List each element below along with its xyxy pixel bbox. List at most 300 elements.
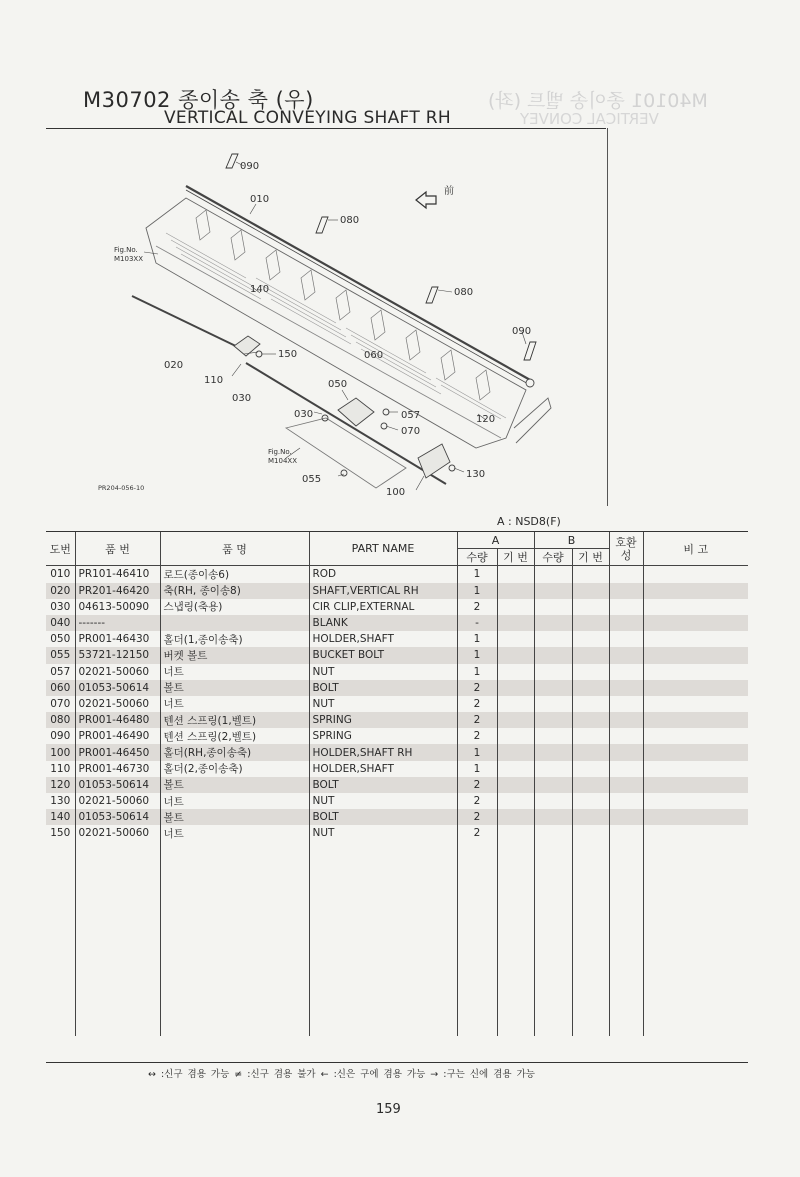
empty-cell — [160, 1003, 309, 1019]
empty-cell — [497, 874, 534, 890]
callout-050: 050 — [328, 379, 348, 390]
empty-row — [46, 890, 748, 906]
row-qty-b — [534, 680, 572, 696]
empty-cell — [46, 1020, 75, 1036]
row-base-b — [572, 728, 609, 744]
empty-cell — [309, 842, 457, 858]
empty-cell — [643, 1020, 748, 1036]
table-row — [46, 583, 748, 599]
callout-030-b: 030 — [294, 409, 314, 420]
spring-080-top — [316, 217, 328, 233]
row-name-korean: 너트 — [160, 793, 309, 809]
row-base-b — [572, 793, 609, 809]
empty-row — [46, 858, 748, 874]
empty-cell — [160, 971, 309, 987]
col-base-a: 기 번 — [497, 549, 534, 566]
row-name-korean — [160, 615, 309, 631]
row-qty-b — [534, 809, 572, 825]
parts-table — [46, 531, 748, 1036]
belt-hatching — [166, 233, 506, 419]
row-index: 080 — [46, 712, 75, 728]
empty-cell — [160, 987, 309, 1003]
empty-cell — [609, 1020, 643, 1036]
row-qty-a: 1 — [457, 583, 497, 599]
empty-cell — [309, 955, 457, 971]
row-qty-a: 1 — [457, 761, 497, 777]
row-base-a — [497, 728, 534, 744]
empty-cell — [497, 906, 534, 922]
row-name-korean: 볼트 — [160, 777, 309, 793]
empty-cell — [534, 923, 572, 939]
page-number: 159 — [376, 1102, 401, 1117]
row-base-a — [497, 825, 534, 841]
empty-cell — [497, 1020, 534, 1036]
empty-cell — [534, 1003, 572, 1019]
row-base-a — [497, 647, 534, 663]
empty-cell — [75, 1020, 160, 1036]
row-qty-a: 2 — [457, 696, 497, 712]
col-qty-b: 수량 — [534, 549, 572, 566]
empty-cell — [160, 890, 309, 906]
row-base-a — [497, 566, 534, 583]
empty-row — [46, 1020, 748, 1036]
empty-cell — [457, 1003, 497, 1019]
row-part-number: PR001-46450 — [75, 744, 160, 760]
empty-cell — [534, 842, 572, 858]
empty-cell — [643, 858, 748, 874]
empty-cell — [46, 955, 75, 971]
row-base-b — [572, 615, 609, 631]
empty-cell — [46, 906, 75, 922]
empty-cell — [534, 858, 572, 874]
row-index: 010 — [50, 568, 71, 581]
row-remarks — [643, 631, 748, 647]
empty-cell — [572, 971, 609, 987]
empty-cell — [497, 858, 534, 874]
interchange-legend: ↔ :신구 겸용 가능 ≠ :신구 겸용 불가 ← :신은 구에 겸용 가능 → :구는 신에 겸용 가능 — [148, 1069, 535, 1080]
row-qty-a: 1 — [457, 566, 497, 583]
callout-060: 060 — [364, 350, 384, 361]
row-base-a — [497, 696, 534, 712]
row-index: 090 — [50, 730, 71, 743]
col-part-name: PART NAME — [309, 532, 457, 566]
row-interchange — [609, 583, 643, 599]
empty-cell — [534, 955, 572, 971]
row-name-korean: 로드(종이송6) — [160, 566, 309, 583]
empty-cell — [609, 923, 643, 939]
row-base-a — [497, 777, 534, 793]
callout-130: 130 — [466, 469, 486, 480]
empty-cell — [75, 874, 160, 890]
row-part-number: 01053-50614 — [75, 777, 160, 793]
callout-090-top: 090 — [240, 161, 260, 172]
row-name-korean: 축(RH, 종이송8) — [160, 583, 309, 599]
row-index: 120 — [46, 777, 75, 793]
empty-cell — [609, 874, 643, 890]
spring-090-top — [226, 154, 238, 168]
row-qty-a: 2 — [457, 793, 497, 809]
row-base-b — [572, 809, 609, 825]
fig-ref-1: M103XX — [114, 255, 143, 263]
empty-cell — [309, 1003, 457, 1019]
callout-010: 010 — [250, 194, 270, 205]
row-part-name: ROD — [309, 566, 457, 583]
drawing-number: PR204-056-10 — [98, 484, 145, 492]
empty-cell — [534, 906, 572, 922]
row-part-name: NUT — [309, 664, 457, 680]
table-row — [46, 825, 748, 841]
bleed-through-title: M40101 종이송 벨트 (좌) — [488, 90, 708, 112]
table-row — [46, 680, 748, 696]
row-name-korean: 홀더(1,종이송축) — [160, 631, 309, 647]
row-qty-a: 2 — [457, 728, 497, 744]
empty-cell — [46, 923, 75, 939]
row-index: 070 — [50, 697, 71, 710]
table-row — [46, 809, 748, 825]
empty-cell — [497, 939, 534, 955]
empty-cell — [497, 955, 534, 971]
empty-cell — [572, 842, 609, 858]
row-part-number: 02021-50060 — [75, 664, 160, 680]
row-qty-b — [534, 744, 572, 760]
callout-020: 020 — [164, 360, 184, 371]
empty-cell — [309, 858, 457, 874]
spring-080-mid — [426, 287, 438, 303]
row-remarks — [643, 728, 748, 744]
callout-030-a: 030 — [232, 393, 252, 404]
row-qty-b — [534, 793, 572, 809]
row-base-a — [497, 744, 534, 760]
table-row — [46, 777, 748, 793]
table-row — [46, 631, 748, 647]
page-title: M30702 종이송 축 (우) — [83, 88, 314, 112]
empty-cell — [572, 890, 609, 906]
empty-cell — [75, 955, 160, 971]
empty-cell — [572, 1003, 609, 1019]
empty-cell — [160, 939, 309, 955]
callout-100: 100 — [386, 487, 406, 498]
empty-cell — [457, 1020, 497, 1036]
row-interchange — [609, 712, 643, 728]
empty-cell — [534, 971, 572, 987]
row-index: 057 — [50, 665, 71, 678]
row-part-number: PR001-46480 — [75, 712, 160, 728]
bleed-through-subtitle: VERTICAL CONVEY — [520, 110, 659, 128]
row-part-number: 04613-50090 — [75, 599, 160, 615]
row-remarks — [643, 680, 748, 696]
empty-cell — [643, 971, 748, 987]
row-qty-b — [534, 664, 572, 680]
empty-cell — [609, 987, 643, 1003]
row-base-b — [572, 777, 609, 793]
row-name-korean: 너트 — [160, 664, 309, 680]
row-part-number: PR201-46420 — [75, 583, 160, 599]
row-base-a — [497, 615, 534, 631]
row-base-b — [572, 680, 609, 696]
empty-cell — [609, 955, 643, 971]
empty-row — [46, 971, 748, 987]
row-base-a — [497, 793, 534, 809]
empty-cell — [46, 987, 75, 1003]
table-row — [46, 712, 748, 728]
col-group-a: A — [457, 532, 534, 549]
row-part-number: 01053-50614 — [75, 809, 160, 825]
row-base-b — [572, 744, 609, 760]
row-remarks — [643, 615, 748, 631]
row-name-korean: 버켓 볼트 — [160, 647, 309, 663]
row-interchange — [609, 777, 643, 793]
empty-cell — [75, 842, 160, 858]
empty-cell — [309, 923, 457, 939]
fig-ref-2: M104XX — [268, 457, 297, 465]
empty-cell — [457, 906, 497, 922]
row-part-number: PR001-46430 — [75, 631, 160, 647]
table-row — [46, 566, 748, 583]
empty-cell — [75, 987, 160, 1003]
row-remarks — [643, 712, 748, 728]
bolt-055 — [341, 470, 347, 476]
empty-cell — [643, 939, 748, 955]
row-part-name: CIR CLIP,EXTERNAL — [309, 599, 457, 615]
empty-cell — [534, 939, 572, 955]
empty-cell — [75, 939, 160, 955]
empty-cell — [497, 890, 534, 906]
table-row — [46, 793, 748, 809]
empty-cell — [609, 890, 643, 906]
empty-row — [46, 939, 748, 955]
empty-cell — [609, 971, 643, 987]
parts-table-body — [46, 566, 748, 1036]
empty-cell — [46, 842, 75, 858]
row-qty-a: 1 — [457, 744, 497, 760]
row-name-korean: 홀더(RH,종이송축) — [160, 744, 309, 760]
row-interchange — [609, 761, 643, 777]
empty-cell — [457, 842, 497, 858]
row-base-b — [572, 631, 609, 647]
table-row — [46, 615, 748, 631]
empty-cell — [160, 1020, 309, 1036]
empty-cell — [457, 987, 497, 1003]
row-index: 050 — [50, 633, 71, 646]
row-qty-a: 2 — [457, 809, 497, 825]
empty-cell — [572, 987, 609, 1003]
row-index: 140 — [46, 809, 75, 825]
row-interchange — [609, 809, 643, 825]
parts-table-wrapper — [46, 531, 748, 1036]
empty-cell — [457, 923, 497, 939]
row-part-name: HOLDER,SHAFT — [309, 631, 457, 647]
empty-cell — [457, 890, 497, 906]
empty-cell — [572, 874, 609, 890]
empty-cell — [497, 842, 534, 858]
empty-cell — [160, 842, 309, 858]
empty-cell — [160, 858, 309, 874]
row-part-name: NUT — [309, 793, 457, 809]
empty-cell — [643, 1003, 748, 1019]
exploded-parts-diagram — [46, 128, 608, 506]
row-index: 020 — [46, 583, 75, 599]
row-interchange — [609, 728, 643, 744]
row-part-number: 02021-50060 — [75, 793, 160, 809]
row-name-korean: 텐션 스프링(2,벨트) — [160, 728, 309, 744]
row-part-name: BLANK — [309, 615, 457, 631]
row-interchange — [609, 566, 643, 583]
empty-row — [46, 923, 748, 939]
callout-080-top: 080 — [340, 215, 360, 226]
row-remarks — [643, 809, 748, 825]
row-qty-b — [534, 777, 572, 793]
row-base-b — [572, 599, 609, 615]
row-part-number: PR001-46490 — [75, 728, 160, 744]
row-qty-a: 2 — [457, 599, 497, 615]
spring-090-right — [524, 342, 536, 360]
row-part-number: PR001-46730 — [75, 761, 160, 777]
row-base-a — [497, 809, 534, 825]
empty-cell — [457, 858, 497, 874]
row-qty-a: 2 — [457, 680, 497, 696]
row-interchange — [609, 631, 643, 647]
empty-cell — [75, 1003, 160, 1019]
row-part-number: 02021-50060 — [75, 825, 160, 841]
row-part-number: ------- — [75, 615, 160, 631]
row-index: 110 — [50, 762, 71, 775]
empty-cell — [572, 1020, 609, 1036]
row-remarks — [643, 647, 748, 663]
callout-140: 140 — [250, 284, 270, 295]
callout-070: 070 — [401, 426, 421, 437]
row-qty-b — [534, 566, 572, 583]
empty-cell — [46, 971, 75, 987]
empty-cell — [457, 939, 497, 955]
empty-cell — [609, 906, 643, 922]
empty-cell — [46, 858, 75, 874]
callout-120: 120 — [476, 414, 496, 425]
col-index: 도번 — [46, 532, 75, 566]
row-part-name: BUCKET BOLT — [309, 647, 457, 663]
row-index: 100 — [46, 744, 75, 760]
callout-057: 057 — [401, 410, 421, 421]
row-remarks — [643, 761, 748, 777]
row-part-number: 02021-50060 — [75, 696, 160, 712]
row-part-name: NUT — [309, 825, 457, 841]
row-name-korean: 너트 — [160, 825, 309, 841]
empty-cell — [609, 939, 643, 955]
row-base-b — [572, 712, 609, 728]
rod-end — [526, 379, 534, 387]
col-qty-a: 수량 — [457, 549, 497, 566]
table-row — [46, 696, 748, 712]
row-index: 030 — [50, 600, 71, 613]
row-name-korean: 텐션 스프링(1,벨트) — [160, 712, 309, 728]
row-base-a — [497, 712, 534, 728]
empty-cell — [75, 971, 160, 987]
leader-lines — [144, 162, 526, 490]
row-qty-b — [534, 599, 572, 615]
empty-cell — [609, 842, 643, 858]
empty-row — [46, 1003, 748, 1019]
row-interchange — [609, 793, 643, 809]
row-index: 040 — [46, 615, 75, 631]
empty-cell — [46, 874, 75, 890]
empty-row — [46, 955, 748, 971]
row-index: 130 — [50, 795, 71, 808]
empty-cell — [309, 890, 457, 906]
row-qty-a: 1 — [457, 631, 497, 647]
row-qty-b — [534, 728, 572, 744]
row-index: 150 — [50, 827, 71, 840]
row-interchange — [609, 647, 643, 663]
row-part-name: BOLT — [309, 777, 457, 793]
empty-cell — [497, 987, 534, 1003]
row-qty-b — [534, 696, 572, 712]
empty-cell — [609, 1003, 643, 1019]
empty-cell — [534, 890, 572, 906]
row-name-korean: 볼트 — [160, 809, 309, 825]
empty-cell — [309, 987, 457, 1003]
row-index: 060 — [46, 680, 75, 696]
empty-cell — [643, 906, 748, 922]
row-remarks — [643, 583, 748, 599]
empty-cell — [643, 987, 748, 1003]
table-bottom-rule — [46, 1062, 748, 1063]
row-part-number: 53721-12150 — [75, 647, 160, 663]
row-part-name: BOLT — [309, 680, 457, 696]
col-group-b: B — [534, 532, 609, 549]
empty-cell — [75, 906, 160, 922]
callout-090-right: 090 — [512, 326, 532, 337]
empty-cell — [534, 874, 572, 890]
row-qty-a: 2 — [457, 825, 497, 841]
empty-row — [46, 906, 748, 922]
empty-cell — [609, 858, 643, 874]
holder-100 — [418, 444, 450, 478]
empty-row — [46, 987, 748, 1003]
table-row — [46, 728, 748, 744]
empty-cell — [309, 874, 457, 890]
row-part-name: SPRING — [309, 712, 457, 728]
empty-cell — [457, 955, 497, 971]
row-remarks — [643, 777, 748, 793]
callout-080-mid: 080 — [454, 287, 474, 298]
row-base-b — [572, 583, 609, 599]
row-interchange — [609, 615, 643, 631]
col-base-b: 기 번 — [572, 549, 609, 566]
empty-cell — [534, 1020, 572, 1036]
empty-cell — [309, 971, 457, 987]
row-remarks — [643, 664, 748, 680]
row-name-korean: 홀더(2,종이송축) — [160, 761, 309, 777]
row-index: 055 — [46, 647, 75, 663]
row-base-b — [572, 825, 609, 841]
empty-cell — [46, 939, 75, 955]
empty-cell — [309, 906, 457, 922]
row-part-name: BOLT — [309, 809, 457, 825]
empty-cell — [46, 1003, 75, 1019]
empty-cell — [572, 939, 609, 955]
row-qty-a: - — [457, 615, 497, 631]
empty-row — [46, 842, 748, 858]
empty-cell — [497, 923, 534, 939]
row-base-b — [572, 761, 609, 777]
empty-row — [46, 874, 748, 890]
empty-cell — [160, 923, 309, 939]
empty-cell — [75, 923, 160, 939]
row-qty-b — [534, 631, 572, 647]
empty-cell — [309, 939, 457, 955]
empty-cell — [643, 955, 748, 971]
row-base-a — [497, 599, 534, 615]
page-subtitle: VERTICAL CONVEYING SHAFT RH — [164, 108, 451, 128]
